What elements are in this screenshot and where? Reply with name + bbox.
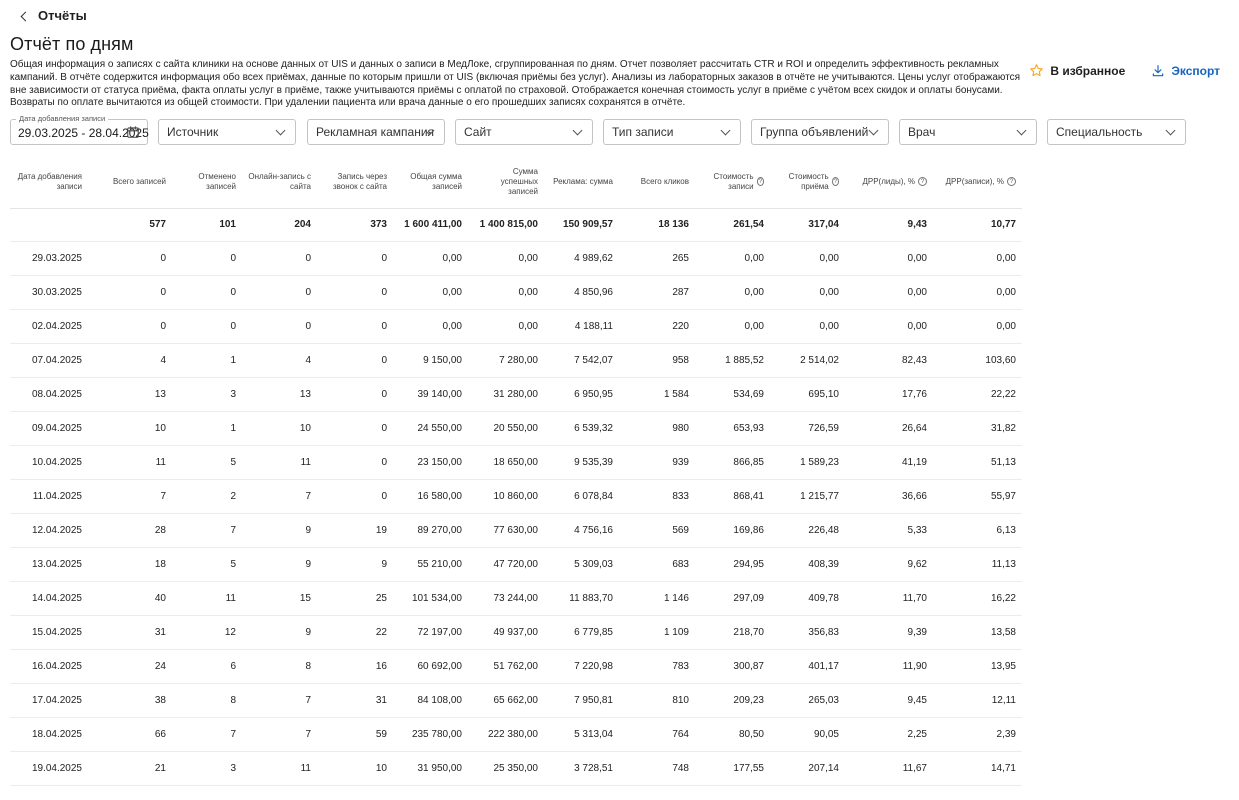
column-header[interactable]: ДРР(записи), % ? xyxy=(933,156,1022,208)
value-cell: 0,00 xyxy=(393,309,468,343)
value-cell: 6 539,32 xyxy=(544,411,619,445)
column-header[interactable]: Сумма успешных записей xyxy=(468,156,544,208)
value-cell: 9 150,00 xyxy=(393,343,468,377)
table-row xyxy=(10,649,1022,683)
value-cell: 90,05 xyxy=(770,717,845,751)
value-cell: 5 313,04 xyxy=(544,717,619,751)
column-header[interactable]: Запись через звонок с сайта xyxy=(317,156,393,208)
value-cell: 939 xyxy=(619,445,695,479)
value-cell: 13,95 xyxy=(933,649,1022,683)
value-cell: 726,59 xyxy=(770,411,845,445)
date-range-value: 29.03.2025 - 28.04.2025 xyxy=(18,125,149,140)
value-cell: 10 xyxy=(88,411,172,445)
value-cell: 18 136 xyxy=(619,208,695,241)
column-header[interactable]: Общая сумма записей xyxy=(393,156,468,208)
value-cell: 1 600 411,00 xyxy=(393,208,468,241)
value-cell: 0 xyxy=(317,241,393,275)
value-cell: 13 xyxy=(242,377,317,411)
add-to-favorites-button[interactable] xyxy=(1029,63,1125,78)
value-cell: 0,00 xyxy=(845,309,933,343)
table-row xyxy=(10,581,1022,615)
export-label: Экспорт xyxy=(1171,63,1220,78)
star-icon xyxy=(1029,63,1044,78)
back-label: Отчёты xyxy=(38,8,87,23)
table-row xyxy=(10,683,1022,717)
site-select-label: Сайт xyxy=(464,125,492,139)
column-header[interactable]: Отменено записей xyxy=(172,156,242,208)
favorites-label: В избранное xyxy=(1050,63,1126,78)
table-row xyxy=(10,241,1022,275)
value-cell: 783 xyxy=(619,649,695,683)
value-cell: 11,90 xyxy=(845,649,933,683)
value-cell: 0 xyxy=(317,309,393,343)
value-cell: 25 350,00 xyxy=(468,751,544,785)
chevron-down-icon xyxy=(276,126,286,136)
value-cell: 317,04 xyxy=(770,208,845,241)
value-cell: 0 xyxy=(317,479,393,513)
column-header[interactable]: Реклама: сумма xyxy=(544,156,619,208)
date-cell: 15.04.2025 xyxy=(10,615,88,649)
value-cell: 40 xyxy=(88,581,172,615)
value-cell: 265,03 xyxy=(770,683,845,717)
value-cell: 9 xyxy=(242,547,317,581)
value-cell: 868,41 xyxy=(695,479,770,513)
value-cell: 39 140,00 xyxy=(393,377,468,411)
value-cell: 5,33 xyxy=(845,513,933,547)
date-cell xyxy=(10,208,88,241)
value-cell: 169,86 xyxy=(695,513,770,547)
help-icon[interactable]: ? xyxy=(918,177,927,186)
value-cell: 9 535,39 xyxy=(544,445,619,479)
date-cell: 11.04.2025 xyxy=(10,479,88,513)
value-cell: 55 210,00 xyxy=(393,547,468,581)
value-cell: 764 xyxy=(619,717,695,751)
value-cell: 7 xyxy=(242,479,317,513)
value-cell: 10,77 xyxy=(933,208,1022,241)
value-cell: 16,22 xyxy=(933,581,1022,615)
value-cell: 0,00 xyxy=(770,241,845,275)
date-cell: 02.04.2025 xyxy=(10,309,88,343)
value-cell: 409,78 xyxy=(770,581,845,615)
table-row xyxy=(10,377,1022,411)
value-cell: 0,00 xyxy=(933,309,1022,343)
value-cell: 261,54 xyxy=(695,208,770,241)
value-cell: 11 xyxy=(242,751,317,785)
column-header[interactable]: Всего кликов xyxy=(619,156,695,208)
value-cell: 7 950,81 xyxy=(544,683,619,717)
date-cell: 13.04.2025 xyxy=(10,547,88,581)
value-cell: 49 937,00 xyxy=(468,615,544,649)
value-cell: 297,09 xyxy=(695,581,770,615)
value-cell: 82,43 xyxy=(845,343,933,377)
value-cell: 287 xyxy=(619,275,695,309)
value-cell: 0,00 xyxy=(845,275,933,309)
value-cell: 38 xyxy=(88,683,172,717)
value-cell: 7 280,00 xyxy=(468,343,544,377)
value-cell: 10 xyxy=(242,411,317,445)
value-cell: 222 380,00 xyxy=(468,717,544,751)
chevron-down-icon xyxy=(1166,126,1176,136)
value-cell: 356,83 xyxy=(770,615,845,649)
column-header[interactable]: Дата добавления записи xyxy=(10,156,88,208)
value-cell: 6 xyxy=(172,649,242,683)
value-cell: 11 xyxy=(172,581,242,615)
table-row xyxy=(10,479,1022,513)
value-cell: 226,48 xyxy=(770,513,845,547)
value-cell: 18 xyxy=(88,547,172,581)
value-cell: 177,55 xyxy=(695,751,770,785)
value-cell: 21 xyxy=(88,751,172,785)
value-cell: 31 xyxy=(88,615,172,649)
value-cell: 1 215,77 xyxy=(770,479,845,513)
value-cell: 23 150,00 xyxy=(393,445,468,479)
value-cell: 0 xyxy=(317,445,393,479)
value-cell: 4 xyxy=(88,343,172,377)
value-cell: 204 xyxy=(242,208,317,241)
value-cell: 36,66 xyxy=(845,479,933,513)
column-header[interactable]: Стоимость записи ? xyxy=(695,156,770,208)
report-description: Общая информация о записях с сайта клиники на основе данных от UIS и данных о записи в МедЛоке, сгруппированная по дням. Отчет позволяет рассчитать CTR и ROI и определить эффективность рекламных кампаний. В отчёте содержится информация обо всех приёмах, данные по которым пришли от UIS (включая приёмы без услуг). Анализы из лабораторных заказов в отчёте не учитываются. Цены услуг отображаются вне зависимости от статуса приёма, факта оплаты услуг в приёме, также учитываются приёмы с оплатой по страховой. Отображается конечная стоимость услуг в приёме с учётом всех скидок и оплаты бонусами. Возвраты по оплате вычитаются из общей стоимости. При удалении пациента или врача данные о его прошедших записях сохранятся в отчёте. xyxy=(10,59,1021,109)
daily-report-table xyxy=(10,156,1022,786)
date-cell: 30.03.2025 xyxy=(10,275,88,309)
value-cell: 1 xyxy=(172,343,242,377)
help-icon[interactable]: ? xyxy=(1007,177,1016,186)
value-cell: 958 xyxy=(619,343,695,377)
value-cell: 0,00 xyxy=(770,309,845,343)
value-cell: 12,11 xyxy=(933,683,1022,717)
value-cell: 11 xyxy=(242,445,317,479)
value-cell: 7 542,07 xyxy=(544,343,619,377)
value-cell: 0 xyxy=(242,241,317,275)
table-row xyxy=(10,513,1022,547)
table-row xyxy=(10,445,1022,479)
value-cell: 265 xyxy=(619,241,695,275)
value-cell: 22,22 xyxy=(933,377,1022,411)
totals-row xyxy=(10,208,1022,241)
value-cell: 7 220,98 xyxy=(544,649,619,683)
value-cell: 0,00 xyxy=(393,275,468,309)
record-type-select[interactable] xyxy=(603,119,741,145)
table-row xyxy=(10,343,1022,377)
value-cell: 16 580,00 xyxy=(393,479,468,513)
value-cell: 31 280,00 xyxy=(468,377,544,411)
value-cell: 683 xyxy=(619,547,695,581)
value-cell: 220 xyxy=(619,309,695,343)
value-cell: 577 xyxy=(88,208,172,241)
value-cell: 25 xyxy=(317,581,393,615)
value-cell: 9,43 xyxy=(845,208,933,241)
value-cell: 19 xyxy=(317,513,393,547)
value-cell: 0 xyxy=(242,309,317,343)
value-cell: 0,00 xyxy=(845,241,933,275)
value-cell: 0 xyxy=(317,411,393,445)
value-cell: 1 xyxy=(172,411,242,445)
value-cell: 8 xyxy=(242,649,317,683)
value-cell: 5 xyxy=(172,445,242,479)
value-cell: 0,00 xyxy=(468,309,544,343)
date-cell: 08.04.2025 xyxy=(10,377,88,411)
date-cell: 10.04.2025 xyxy=(10,445,88,479)
table-row xyxy=(10,275,1022,309)
table-row xyxy=(10,411,1022,445)
value-cell: 14,71 xyxy=(933,751,1022,785)
site-select[interactable] xyxy=(455,119,593,145)
value-cell: 748 xyxy=(619,751,695,785)
value-cell: 0,00 xyxy=(695,241,770,275)
value-cell: 534,69 xyxy=(695,377,770,411)
value-cell: 72 197,00 xyxy=(393,615,468,649)
value-cell: 66 xyxy=(88,717,172,751)
value-cell: 9,45 xyxy=(845,683,933,717)
value-cell: 20 550,00 xyxy=(468,411,544,445)
value-cell: 0,00 xyxy=(393,241,468,275)
value-cell: 0,00 xyxy=(468,275,544,309)
value-cell: 28 xyxy=(88,513,172,547)
value-cell: 6 779,85 xyxy=(544,615,619,649)
value-cell: 810 xyxy=(619,683,695,717)
ad-group-select-label: Группа объявлений xyxy=(760,125,869,139)
table-header-row xyxy=(10,156,1022,208)
record-type-select-label: Тип записи xyxy=(612,125,674,139)
value-cell: 1 589,23 xyxy=(770,445,845,479)
date-cell: 12.04.2025 xyxy=(10,513,88,547)
value-cell: 10 xyxy=(317,751,393,785)
value-cell: 218,70 xyxy=(695,615,770,649)
chevron-left-icon xyxy=(21,11,31,21)
value-cell: 207,14 xyxy=(770,751,845,785)
value-cell: 1 400 815,00 xyxy=(468,208,544,241)
value-cell: 31 950,00 xyxy=(393,751,468,785)
value-cell: 4 850,96 xyxy=(544,275,619,309)
value-cell: 5 309,03 xyxy=(544,547,619,581)
value-cell: 31,82 xyxy=(933,411,1022,445)
value-cell: 4 188,11 xyxy=(544,309,619,343)
value-cell: 980 xyxy=(619,411,695,445)
date-cell: 16.04.2025 xyxy=(10,649,88,683)
value-cell: 7 xyxy=(88,479,172,513)
value-cell: 55,97 xyxy=(933,479,1022,513)
value-cell: 0 xyxy=(88,309,172,343)
value-cell: 80,50 xyxy=(695,717,770,751)
specialty-select[interactable] xyxy=(1047,119,1186,145)
download-icon xyxy=(1151,64,1165,78)
chevron-down-icon xyxy=(721,126,731,136)
value-cell: 17,76 xyxy=(845,377,933,411)
doctor-select-label: Врач xyxy=(908,125,936,139)
column-header[interactable]: Онлайн-запись с сайта xyxy=(242,156,317,208)
table-row xyxy=(10,615,1022,649)
value-cell: 18 650,00 xyxy=(468,445,544,479)
value-cell: 3 xyxy=(172,377,242,411)
source-select[interactable] xyxy=(158,119,296,145)
chevron-down-icon xyxy=(573,126,583,136)
value-cell: 0,00 xyxy=(468,241,544,275)
value-cell: 0,00 xyxy=(933,241,1022,275)
value-cell: 695,10 xyxy=(770,377,845,411)
help-icon[interactable]: ? xyxy=(758,178,763,186)
table-row xyxy=(10,547,1022,581)
value-cell: 11 xyxy=(88,445,172,479)
value-cell: 13 xyxy=(88,377,172,411)
value-cell: 294,95 xyxy=(695,547,770,581)
date-cell: 09.04.2025 xyxy=(10,411,88,445)
value-cell: 4 989,62 xyxy=(544,241,619,275)
value-cell: 51 762,00 xyxy=(468,649,544,683)
value-cell: 5 xyxy=(172,547,242,581)
value-cell: 101 xyxy=(172,208,242,241)
value-cell: 51,13 xyxy=(933,445,1022,479)
value-cell: 1 584 xyxy=(619,377,695,411)
value-cell: 6 078,84 xyxy=(544,479,619,513)
value-cell: 1 885,52 xyxy=(695,343,770,377)
value-cell: 408,39 xyxy=(770,547,845,581)
date-cell: 14.04.2025 xyxy=(10,581,88,615)
value-cell: 26,64 xyxy=(845,411,933,445)
value-cell: 7 xyxy=(172,513,242,547)
table-row xyxy=(10,309,1022,343)
value-cell: 2,25 xyxy=(845,717,933,751)
value-cell: 16 xyxy=(317,649,393,683)
value-cell: 2 xyxy=(172,479,242,513)
value-cell: 24 550,00 xyxy=(393,411,468,445)
value-cell: 1 146 xyxy=(619,581,695,615)
date-range-field[interactable] xyxy=(10,114,149,145)
value-cell: 31 xyxy=(317,683,393,717)
value-cell: 60 692,00 xyxy=(393,649,468,683)
date-cell: 29.03.2025 xyxy=(10,241,88,275)
column-header[interactable]: ДРР(лиды), % ? xyxy=(845,156,933,208)
value-cell: 866,85 xyxy=(695,445,770,479)
value-cell: 9 xyxy=(242,513,317,547)
value-cell: 101 534,00 xyxy=(393,581,468,615)
value-cell: 6,13 xyxy=(933,513,1022,547)
help-icon[interactable]: ? xyxy=(833,178,838,186)
chevron-down-icon xyxy=(1017,126,1027,136)
ad-group-select[interactable] xyxy=(751,119,889,145)
value-cell: 73 244,00 xyxy=(468,581,544,615)
value-cell: 103,60 xyxy=(933,343,1022,377)
calendar-icon[interactable] xyxy=(126,125,140,139)
value-cell: 41,19 xyxy=(845,445,933,479)
value-cell: 2 514,02 xyxy=(770,343,845,377)
specialty-select-label: Специальность xyxy=(1056,125,1143,139)
value-cell: 9 xyxy=(317,547,393,581)
value-cell: 653,93 xyxy=(695,411,770,445)
table-row xyxy=(10,751,1022,785)
value-cell: 6 950,95 xyxy=(544,377,619,411)
value-cell: 0 xyxy=(88,275,172,309)
value-cell: 9,62 xyxy=(845,547,933,581)
value-cell: 47 720,00 xyxy=(468,547,544,581)
value-cell: 4 756,16 xyxy=(544,513,619,547)
value-cell: 12 xyxy=(172,615,242,649)
back-button[interactable] xyxy=(22,8,87,23)
value-cell: 89 270,00 xyxy=(393,513,468,547)
value-cell: 300,87 xyxy=(695,649,770,683)
value-cell: 0 xyxy=(317,275,393,309)
source-select-label: Источник xyxy=(167,125,219,139)
value-cell: 15 xyxy=(242,581,317,615)
value-cell: 11,70 xyxy=(845,581,933,615)
date-cell: 07.04.2025 xyxy=(10,343,88,377)
value-cell: 833 xyxy=(619,479,695,513)
value-cell: 3 728,51 xyxy=(544,751,619,785)
value-cell: 7 xyxy=(242,717,317,751)
date-cell: 17.04.2025 xyxy=(10,683,88,717)
value-cell: 0,00 xyxy=(933,275,1022,309)
export-button[interactable] xyxy=(1151,64,1220,78)
value-cell: 77 630,00 xyxy=(468,513,544,547)
value-cell: 0 xyxy=(88,241,172,275)
value-cell: 22 xyxy=(317,615,393,649)
date-cell: 18.04.2025 xyxy=(10,717,88,751)
value-cell: 373 xyxy=(317,208,393,241)
value-cell: 1 109 xyxy=(619,615,695,649)
value-cell: 7 xyxy=(172,717,242,751)
value-cell: 2,39 xyxy=(933,717,1022,751)
table-row xyxy=(10,717,1022,751)
value-cell: 0 xyxy=(317,377,393,411)
chevron-down-icon xyxy=(869,126,879,136)
value-cell: 7 xyxy=(242,683,317,717)
value-cell: 0 xyxy=(172,275,242,309)
value-cell: 65 662,00 xyxy=(468,683,544,717)
date-range-label: Дата добавления записи xyxy=(16,114,108,124)
value-cell: 235 780,00 xyxy=(393,717,468,751)
value-cell: 11,13 xyxy=(933,547,1022,581)
page-title: Отчёт по дням xyxy=(10,34,134,54)
column-header[interactable]: Всего записей xyxy=(88,156,172,208)
column-header[interactable]: Стоимость приёма ? xyxy=(770,156,845,208)
value-cell: 9 xyxy=(242,615,317,649)
value-cell: 0 xyxy=(242,275,317,309)
value-cell: 24 xyxy=(88,649,172,683)
value-cell: 401,17 xyxy=(770,649,845,683)
value-cell: 13,58 xyxy=(933,615,1022,649)
value-cell: 0,00 xyxy=(695,309,770,343)
value-cell: 209,23 xyxy=(695,683,770,717)
value-cell: 0,00 xyxy=(695,275,770,309)
value-cell: 0 xyxy=(172,309,242,343)
date-cell: 19.04.2025 xyxy=(10,751,88,785)
value-cell: 84 108,00 xyxy=(393,683,468,717)
value-cell: 11,67 xyxy=(845,751,933,785)
value-cell: 0 xyxy=(172,241,242,275)
value-cell: 4 xyxy=(242,343,317,377)
value-cell: 59 xyxy=(317,717,393,751)
value-cell: 11 883,70 xyxy=(544,581,619,615)
value-cell: 9,39 xyxy=(845,615,933,649)
value-cell: 569 xyxy=(619,513,695,547)
value-cell: 3 xyxy=(172,751,242,785)
campaign-select[interactable] xyxy=(307,119,445,145)
value-cell: 150 909,57 xyxy=(544,208,619,241)
value-cell: 8 xyxy=(172,683,242,717)
value-cell: 10 860,00 xyxy=(468,479,544,513)
campaign-select-label: Рекламная кампания xyxy=(316,125,435,139)
value-cell: 0 xyxy=(317,343,393,377)
value-cell: 0,00 xyxy=(770,275,845,309)
doctor-select[interactable] xyxy=(899,119,1037,145)
